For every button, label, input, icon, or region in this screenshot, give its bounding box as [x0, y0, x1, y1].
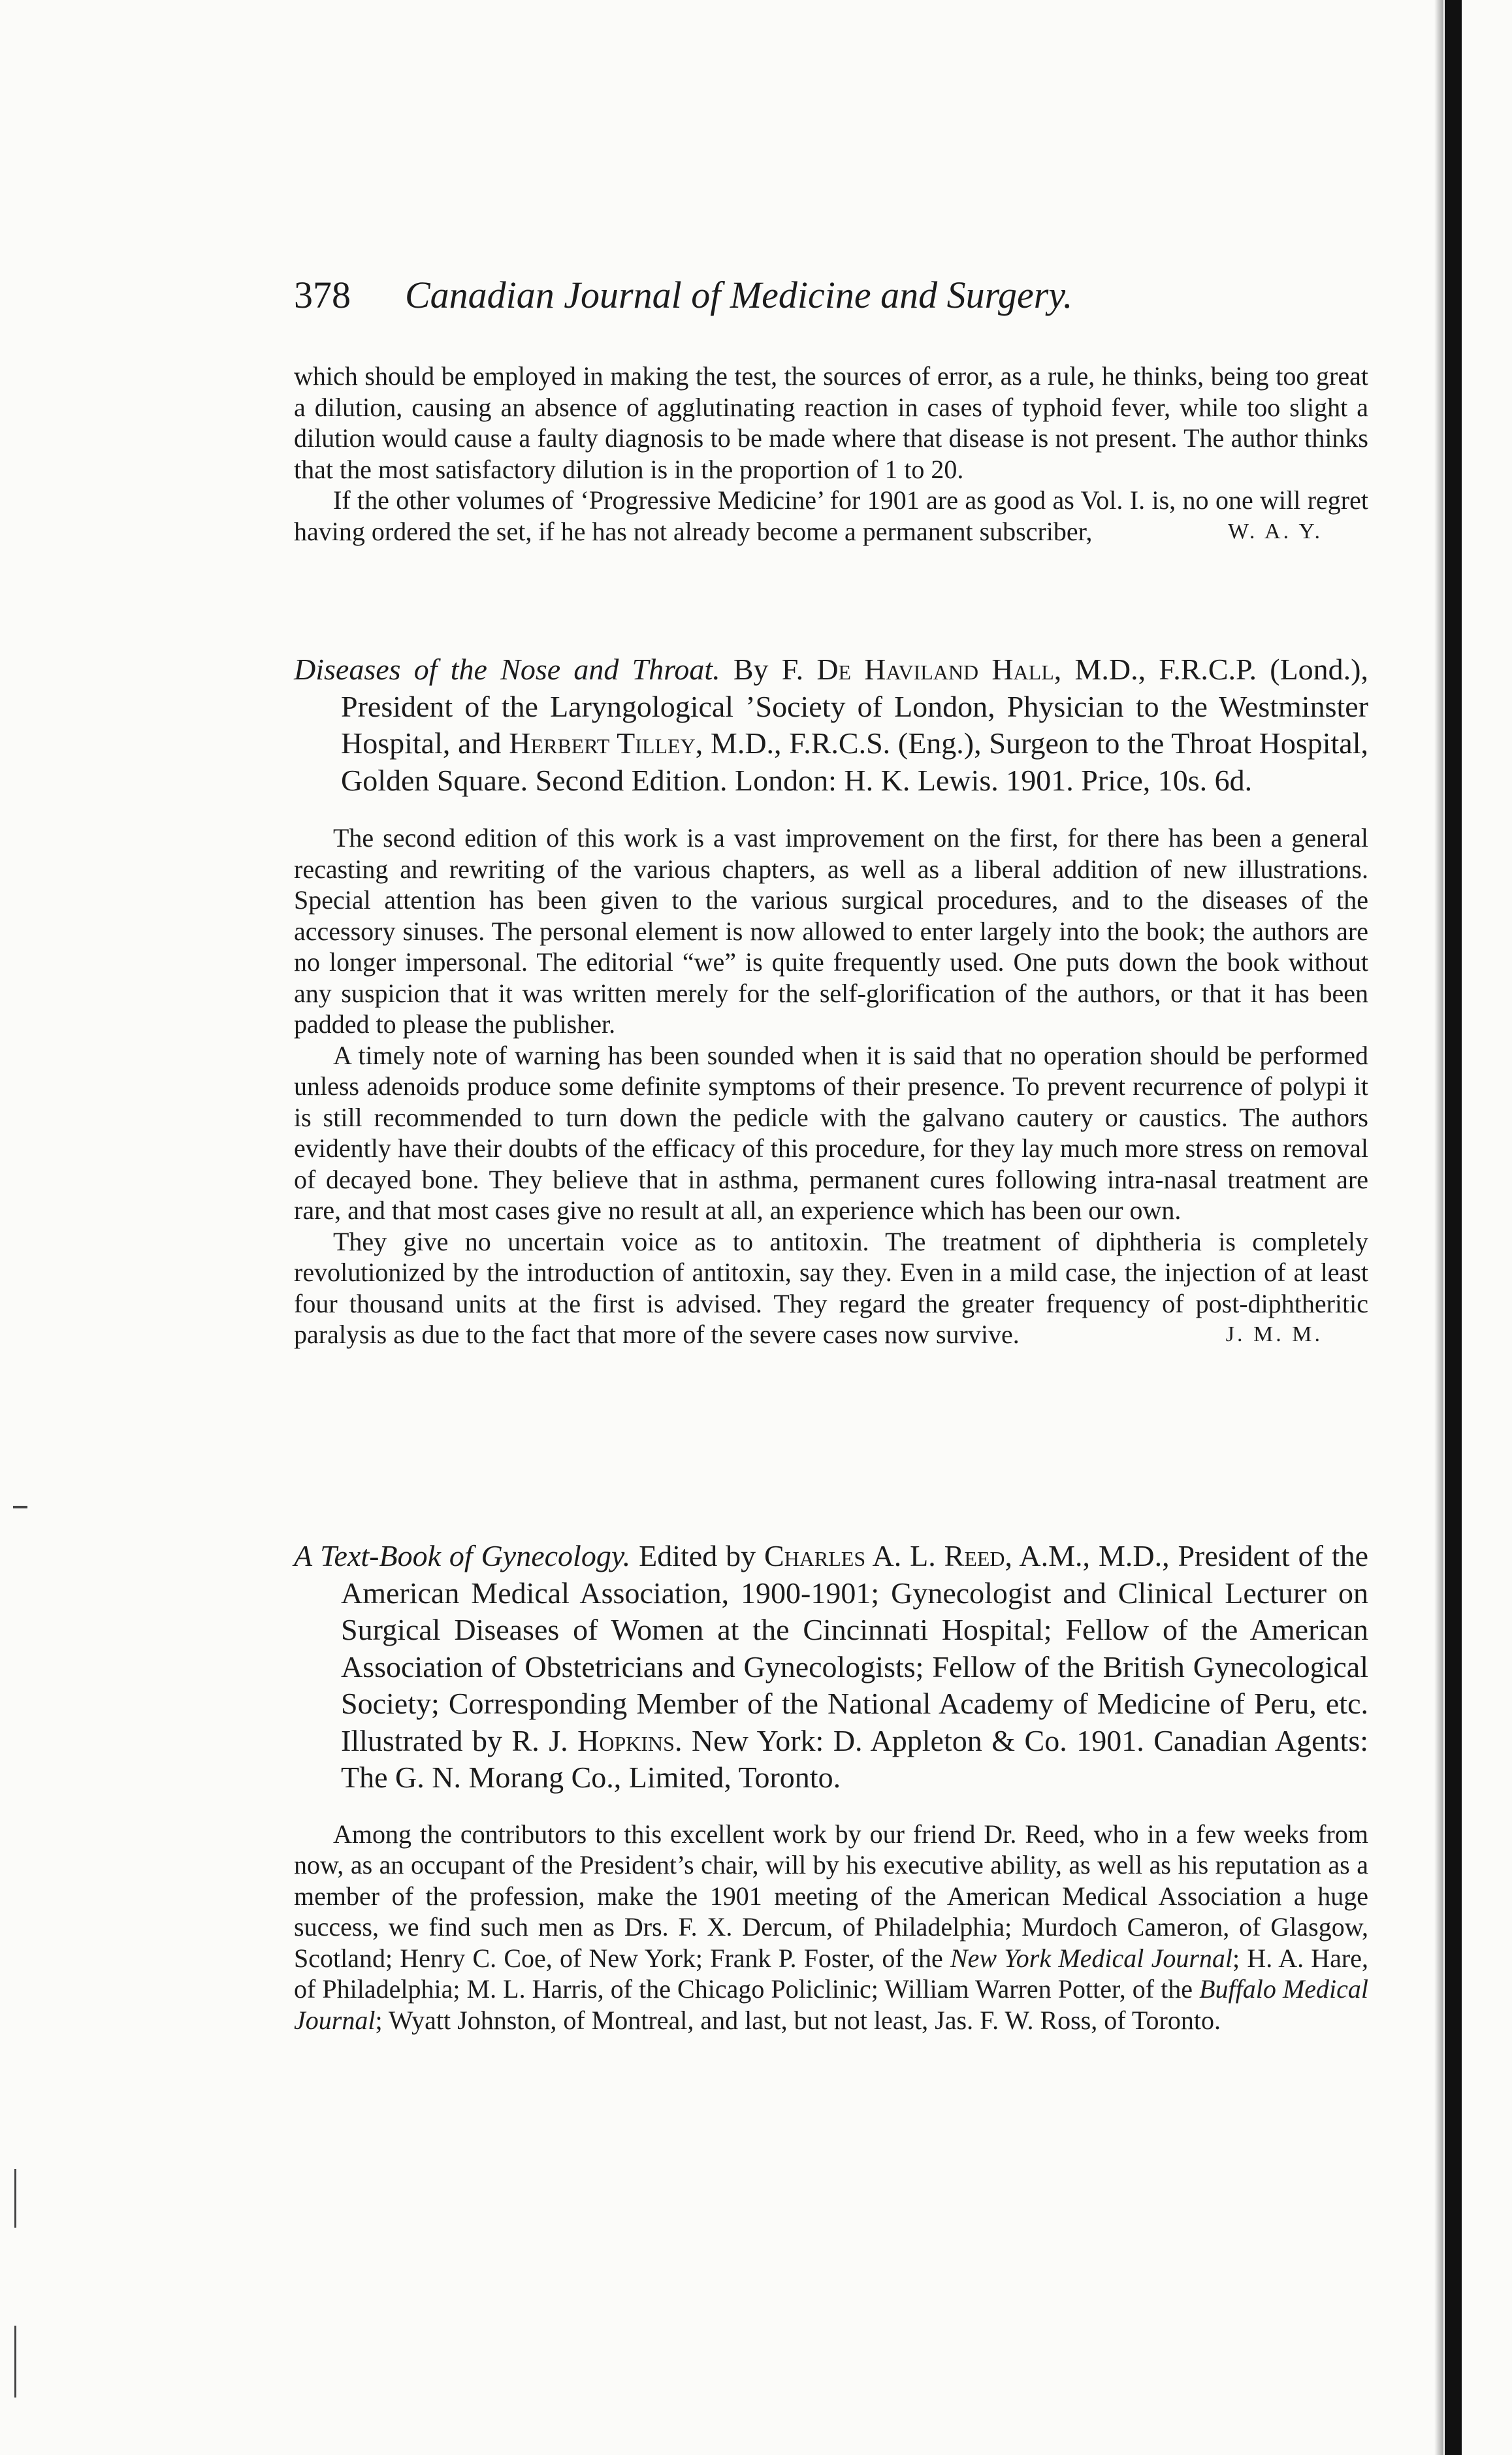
margin-mark	[14, 2169, 16, 2228]
reviewer-signature: J. M. M.	[1225, 1322, 1323, 1346]
running-header	[294, 273, 1372, 317]
journal-name: New York Medical Journal	[950, 1943, 1233, 1973]
review-paragraph: The second edition of this work is a vast improvement on the first, for there has been a general recasting and rewriting of the various chapters, as well as a liberal addition of new illustrations. Special attention has been given to the various surgical procedures, and to the diseases of the accessory sinuses. The personal element is now allowed to enter largely into the book; the authors are no longer impersonal. The editorial “we” is quite frequently used. One puts down the book without any suspicion that it was written merely for the self-glorification of the authors, or that it has been padded to please the publisher.	[294, 823, 1368, 1039]
heading-text: . New York: D. Appleton & Co. 1901. Canadian Agents: The G. N. Morang Co., Limited, Toronto.	[341, 1723, 1369, 1794]
heading-text: Edited by	[630, 1539, 765, 1572]
continuation-section	[294, 361, 1368, 547]
editor-name: Charles A. L. Reed	[764, 1539, 1005, 1572]
paragraph-text: They give no uncertain voice as to antitoxin. The treatment of diphtheria is completely revolutionized by the introduction of antitoxin, say they. Even in a mild case, the injection of at least four thousand units at the first is advised. They regard the greater frequency of post-diphtheritic paralysis as due to the fact that more of the severe cases now survive.	[294, 1226, 1368, 1349]
margin-mark	[14, 2326, 16, 2398]
review-gynecology	[294, 1538, 1368, 2036]
page-number: 378	[294, 274, 351, 316]
journal-title: Canadian Journal of Medicine and Surgery.	[405, 274, 1073, 316]
paragraph-text: Among the contributors to this excellent work by our friend Dr. Reed, who in a few weeks from now, as an occupant of the President’s chair, will by his executive ability, as well as his reputation as a member of the profession, make the 1901 meeting of the American Medical Association a huge success, we find such men as Drs. F. X. Dercum, of Philadelphia; Murdoch Cameron, of Glasgow, Scotland; Henry C. Coe, of New York; Frank P. Foster, of the	[294, 1819, 1368, 1973]
heading-text: , M.D., F.R.C.P. (Lond.), President of the Laryngological ’Society of London, Physician to the Westminster Hospital, and	[341, 653, 1368, 760]
binding-spine	[1445, 0, 1462, 2455]
book-title: A Text-Book of Gynecology.	[294, 1539, 631, 1572]
review-paragraph	[294, 1819, 1368, 2036]
heading-text: , M.D., F.R.C.S. (Eng.), Surgeon to the Throat Hospital, Golden Square. Second Edition. London: H. K. Lewis. 1901. Price, 10s. 6d.	[341, 726, 1368, 797]
review-paragraph	[294, 1226, 1368, 1350]
review-heading	[294, 1538, 1368, 1797]
paragraph-text: ; H. A. Hare, of Philadelphia; M. L. Harris, of the Chicago Policlinic; William Warren Potter, of the	[294, 1943, 1368, 2004]
paragraph-text: If the other volumes of ‘Progressive Medicine’ for 1901 are as good as Vol. I. is, no one will regret having ordered the set, if he has not already become a permanent subscriber,	[294, 485, 1368, 546]
review-paragraph: A timely note of warning has been sounded when it is said that no operation should be performed unless adenoids produce some definite symptoms of their presence. To prevent recurrence of polypi it is still recommended to turn down the pedicle with the galvano cautery or caustics. The authors evidently have their doubts of the efficacy of this procedure, for they lay much more stress on removal of decayed bone. They believe that in asthma, permanent cures following intra-nasal treatment are rare, and that most cases give no result at all, an experience which has been our own.	[294, 1040, 1368, 1225]
paragraph-text: ; Wyatt Johnston, of Montreal, and last, but not least, Jas. F. W. Ross, of Toronto.	[375, 2005, 1221, 2035]
heading-text: , A.M., M.D., President of the American Medical Association, 1900-1901; Gynecologist and Clinical Lecturer on Surgical Diseases of Women at the Cincinnati Hospital; Fellow of the American Association of Obstetricians and Gynecologists; Fellow of the British Gynecological Society; Corresponding Member of the National Academy of Medicine of Peru, etc. Illustrated by R. J.	[341, 1539, 1368, 1757]
binding-shadow	[1434, 0, 1443, 2455]
continuation-paragraph	[294, 485, 1368, 547]
book-title: Diseases of the Nose and Throat.	[294, 653, 720, 686]
journal-name: Buffalo Medical Journal	[294, 1974, 1369, 2035]
author-name: Herbert Tilley	[509, 726, 696, 760]
reviewer-signature: W. A. Y.	[1227, 519, 1323, 544]
continuation-paragraph: which should be employed in making the test, the sources of error, as a rule, he thinks, being too great a dilution, causing an absence of agglutinating reaction in cases of typhoid fever, while too slight a dilution would cause a faulty diagnosis to be made where that disease is not present. The author thinks that the most satisfactory dilution is in the proportion of 1 to 20.	[294, 361, 1368, 484]
author-name: De Haviland Hall	[816, 653, 1054, 686]
illustrator-name: Hopkins	[577, 1723, 675, 1757]
review-nose-throat	[294, 651, 1368, 1350]
review-heading	[294, 651, 1368, 799]
heading-text: By F.	[720, 653, 817, 686]
margin-mark	[13, 1506, 27, 1508]
